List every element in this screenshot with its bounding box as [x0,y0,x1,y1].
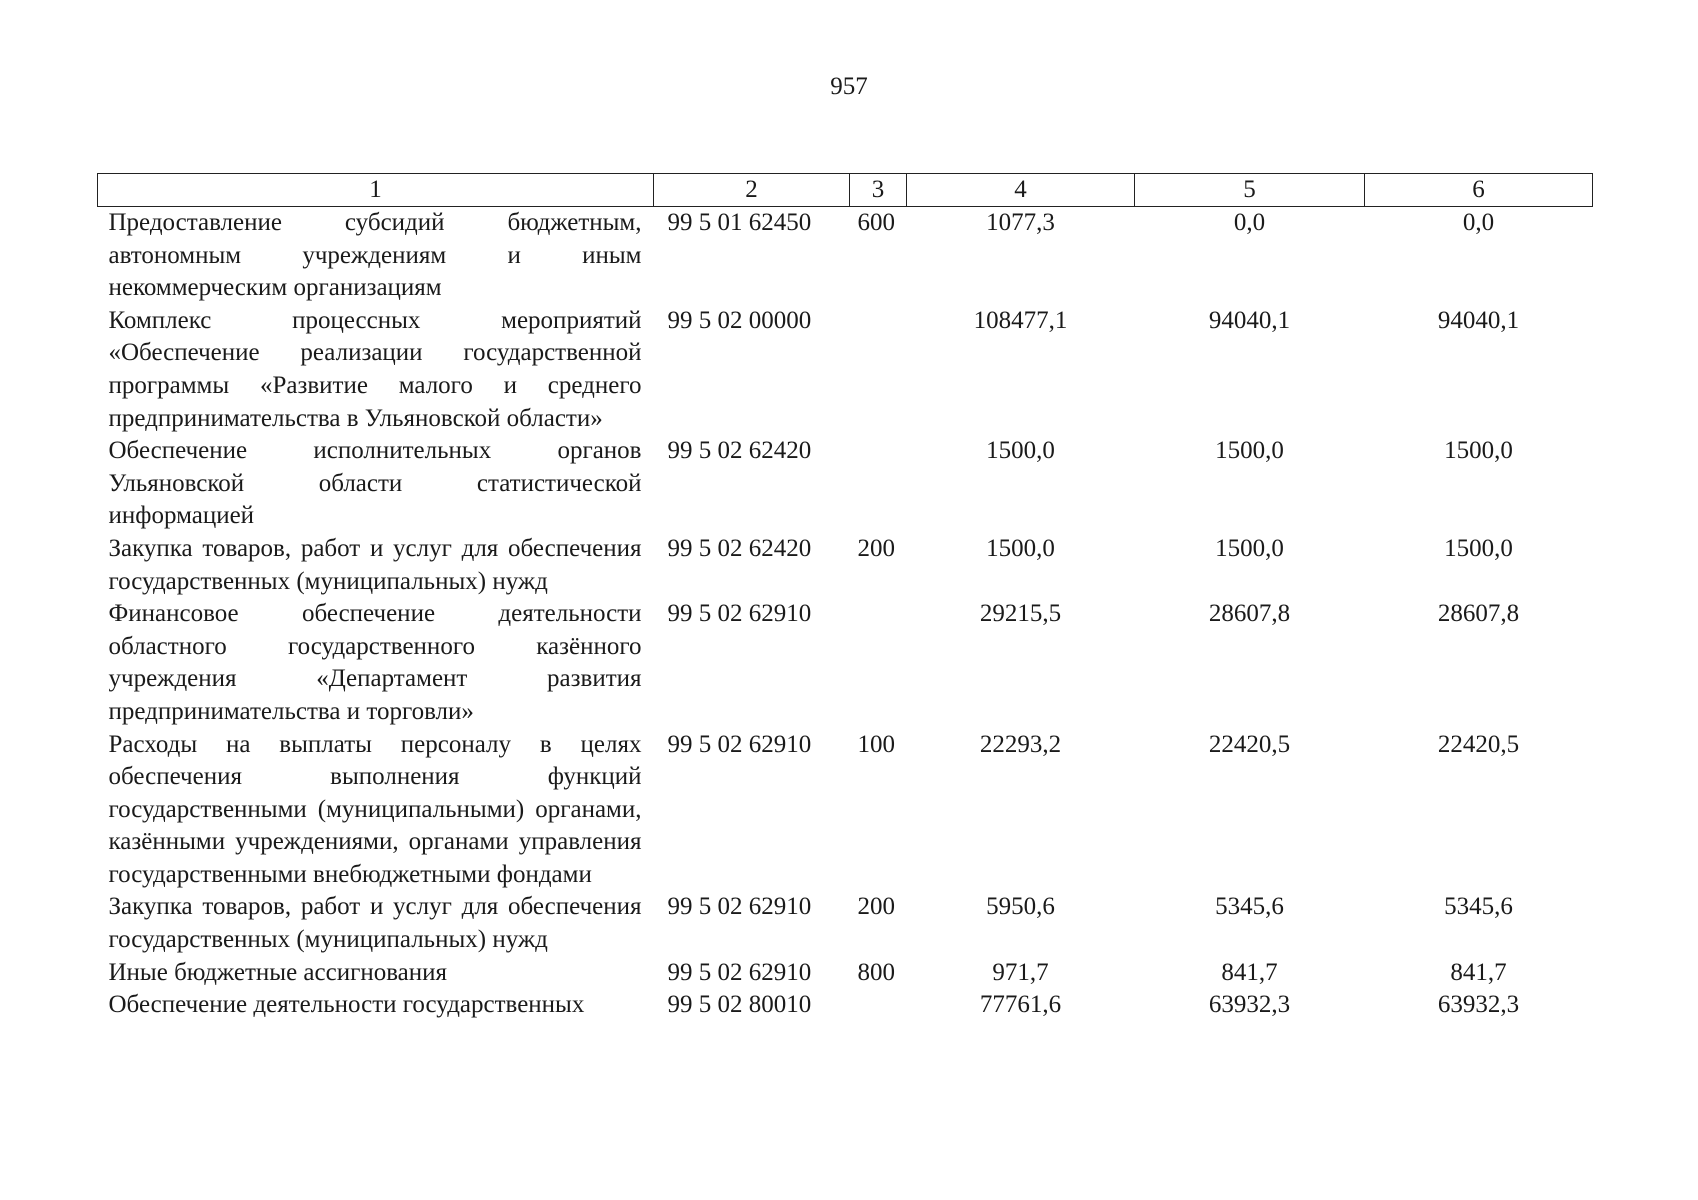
amount-col6: 1500,0 [1444,437,1513,465]
amount-col6: 1500,0 [1444,534,1513,562]
amount-col4: 29215,5 [979,600,1062,628]
expense-type [850,989,907,1022]
table-row [98,598,1593,728]
target-code: 99 5 02 00000 [667,306,812,334]
amount-col5: 22420,5 [1208,730,1291,758]
amount-col4: 5950,6 [986,893,1055,921]
column-header: 2 [654,174,850,207]
target-code: 99 5 02 62910 [667,958,812,986]
amount-col6: 5345,6 [1444,893,1513,921]
amount-col4: 77761,6 [979,991,1062,1019]
expense-name: Комплекс процессных мероприятий «Обеспечение реализации государственной программы «Развитие малого и среднего предпринимательства в Ульяновской области» [108,306,642,432]
expense-name: Обеспечение исполнительных органов Ульяновской области статистической информацией [108,437,642,530]
table-row [98,305,1593,435]
amount-col6: 841,7 [1450,958,1507,986]
amount-col4: 971,7 [992,958,1049,986]
target-code: 99 5 02 80010 [667,991,812,1019]
expense-type [850,598,907,728]
amount-col4: 1500,0 [986,437,1055,465]
table-row [98,533,1593,598]
expense-type: 200 [857,893,895,921]
amount-col6: 63932,3 [1437,991,1520,1019]
amount-col5: 94040,1 [1208,306,1291,334]
table-row [98,989,1593,1022]
amount-col4: 1500,0 [986,534,1055,562]
amount-col6: 28607,8 [1437,600,1520,628]
expense-type: 800 [857,958,895,986]
column-header: 4 [907,174,1135,207]
expense-name: Закупка товаров, работ и услуг для обеспечения государственных (муниципальных) нужд [108,534,642,595]
column-number-row [98,174,1593,207]
amount-col6: 94040,1 [1437,306,1520,334]
target-code: 99 5 02 62910 [667,730,812,758]
amount-col5: 1500,0 [1215,437,1284,465]
amount-col5: 5345,6 [1215,893,1284,921]
table-row [98,207,1593,305]
expense-type: 200 [857,534,895,562]
column-header: 1 [98,174,654,207]
amount-col5: 0,0 [1233,209,1266,236]
expense-name: Финансовое обеспечение деятельности областного государственного казённого учреждения «Департамент развития предпринимательства и торговли» [108,600,642,725]
budget-table [97,173,1593,1022]
table-row [98,435,1593,533]
amount-col4: 22293,2 [979,730,1062,758]
target-code: 99 5 02 62910 [667,600,812,628]
table-row [98,891,1593,956]
amount-col4: 108477,1 [973,306,1068,334]
expense-name: Иные бюджетные ассигнования [108,958,448,986]
target-code: 99 5 02 62910 [667,893,812,921]
expense-name: Расходы на выплаты персоналу в целях обеспечения выполнения функций государственными (муниципальными) органами, казёнными учреждениями, органами управления государственными внебюджетными фондами [108,730,642,888]
expense-type: 600 [857,209,895,236]
expense-name: Обеспечение деятельности государственных [108,991,585,1019]
expense-name: Предоставление субсидий бюджетным, автономным учреждениям и иным некоммерческим организациям [108,209,642,302]
expense-type [850,305,907,435]
amount-col5: 1500,0 [1215,534,1284,562]
target-code: 99 5 01 62450 [667,209,812,236]
expense-type: 100 [857,730,895,758]
table-row [98,729,1593,892]
expense-name: Закупка товаров, работ и услуг для обеспечения государственных (муниципальных) нужд [108,893,642,954]
amount-col6: 0,0 [1462,209,1495,236]
amount-col5: 841,7 [1221,958,1278,986]
column-header: 6 [1365,174,1593,207]
expense-type [850,435,907,533]
column-header: 5 [1135,174,1365,207]
target-code: 99 5 02 62420 [667,437,812,465]
amount-col4: 1077,3 [986,209,1055,236]
target-code: 99 5 02 62420 [667,534,812,562]
amount-col5: 63932,3 [1208,991,1291,1019]
table-row [98,957,1593,990]
amount-col6: 22420,5 [1437,730,1520,758]
amount-col5: 28607,8 [1208,600,1291,628]
column-header: 3 [850,174,907,207]
page-number: 957 [830,73,868,100]
